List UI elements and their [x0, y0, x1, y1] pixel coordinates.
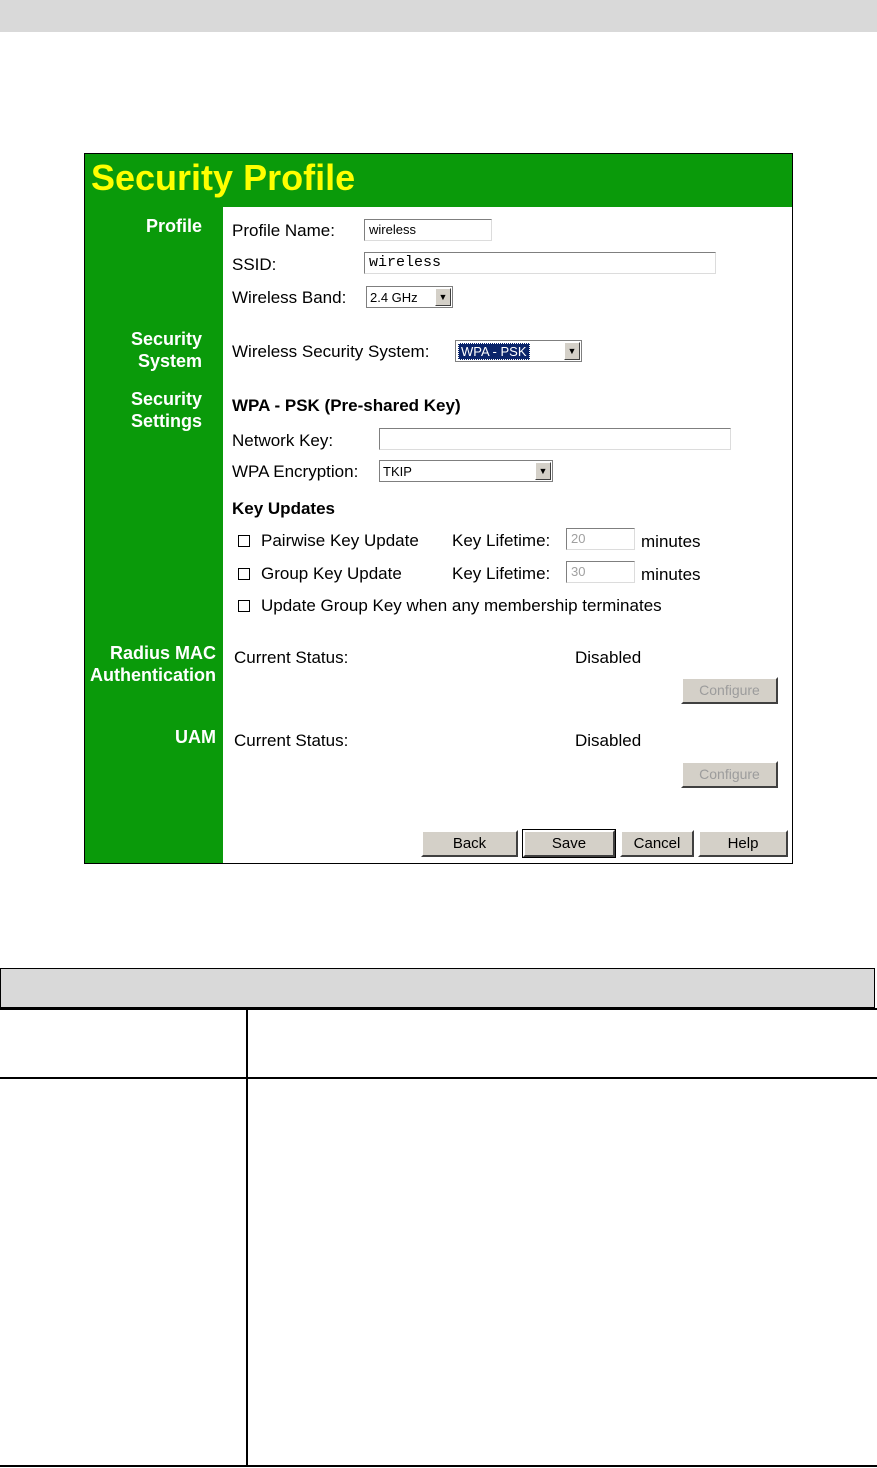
pairwise-key-lifetime-input[interactable]: 20 [566, 528, 635, 550]
section-label-line: Settings [130, 411, 202, 431]
section-sidebar [85, 154, 223, 863]
security-system-value: WPA - PSK [458, 343, 530, 360]
wireless-band-label: Wireless Band: [232, 288, 347, 307]
section-label-line: Authentication [90, 665, 216, 685]
save-button[interactable]: Save [523, 830, 615, 857]
security-system-select[interactable] [455, 340, 582, 362]
uam-status-value: Disabled [575, 731, 642, 750]
section-label-radius-mac [90, 642, 216, 686]
table-divider [0, 1077, 877, 1079]
table-divider [0, 1465, 877, 1467]
uam-configure-button[interactable]: Configure [681, 761, 778, 788]
radius-configure-button[interactable]: Configure [681, 677, 778, 704]
section-label-line: System [137, 351, 202, 371]
section-label-profile: Profile [145, 216, 202, 236]
network-key-label: Network Key: [232, 431, 334, 450]
membership-terminates-label: Update Group Key when any membership terminates [261, 596, 662, 615]
group-minutes-label: minutes [641, 565, 701, 584]
ssid-input[interactable]: wireless [364, 252, 716, 274]
dropdown-arrow-icon[interactable]: ▼ [564, 342, 580, 360]
key-updates-heading: Key Updates [232, 499, 335, 518]
group-key-update-checkbox[interactable] [238, 568, 250, 580]
help-button[interactable]: Help [698, 830, 788, 857]
dropdown-arrow-icon[interactable]: ▼ [435, 288, 451, 306]
wpa-encryption-value: TKIP [383, 464, 412, 479]
section-label-security-system [131, 328, 202, 372]
pairwise-minutes-label: minutes [641, 532, 701, 551]
dropdown-arrow-icon[interactable]: ▼ [535, 462, 551, 480]
security-profile-panel [84, 153, 793, 864]
wpa-encryption-select[interactable] [379, 460, 553, 482]
pairwise-key-lifetime-label: Key Lifetime: [452, 531, 551, 550]
profile-name-input[interactable]: wireless [364, 219, 492, 241]
page-header-bar [0, 0, 877, 32]
wireless-band-value: 2.4 GHz [370, 290, 418, 305]
uam-status-label: Current Status: [234, 731, 349, 750]
section-label-line: Security [130, 389, 202, 409]
page-title: Security Profile [91, 157, 356, 198]
section-label-line: Radius MAC [109, 643, 216, 663]
profile-name-label: Profile Name: [232, 221, 335, 240]
security-system-label: Wireless Security System: [232, 342, 430, 361]
pairwise-key-update-checkbox[interactable] [238, 535, 250, 547]
ssid-label: SSID: [232, 255, 277, 274]
wpa-encryption-label: WPA Encryption: [232, 462, 359, 481]
group-key-update-label: Group Key Update [261, 564, 402, 583]
radius-status-label: Current Status: [234, 648, 349, 667]
pairwise-key-update-label: Pairwise Key Update [261, 531, 419, 550]
section-label-security-settings [131, 388, 202, 432]
wireless-band-select[interactable] [366, 286, 453, 308]
wpa-psk-heading: WPA - PSK (Pre-shared Key) [232, 396, 461, 415]
section-label-uam: UAM [175, 727, 216, 747]
table-column-divider [246, 1009, 248, 1467]
table-header [0, 968, 875, 1008]
cancel-button[interactable]: Cancel [620, 830, 694, 857]
network-key-input[interactable] [379, 428, 731, 450]
radius-status-value: Disabled [575, 648, 642, 667]
section-label-line: Security [130, 329, 202, 349]
group-key-lifetime-input[interactable]: 30 [566, 561, 635, 583]
membership-terminates-checkbox[interactable] [238, 600, 250, 612]
title-band [85, 154, 792, 207]
group-key-lifetime-label: Key Lifetime: [452, 564, 551, 583]
table-divider [0, 1008, 877, 1010]
back-button[interactable]: Back [421, 830, 518, 857]
